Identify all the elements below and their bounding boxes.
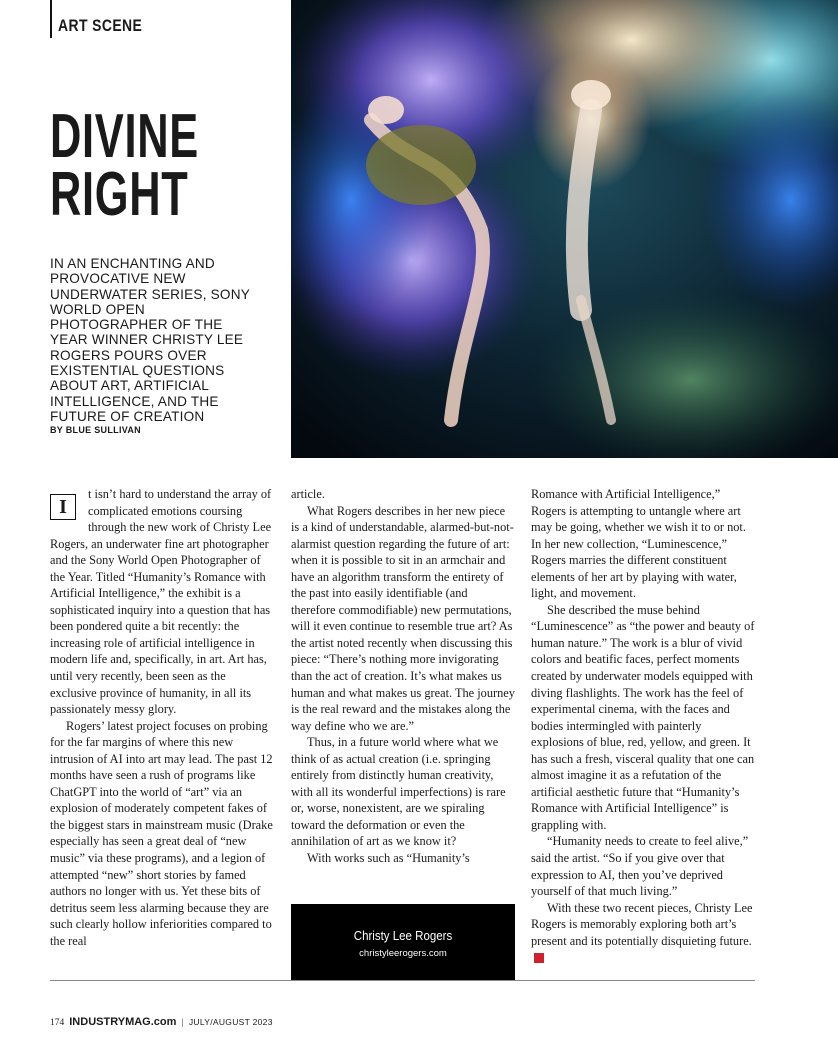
section-rule <box>50 0 52 38</box>
body-paragraph: Romance with Artificial Intelligence,” Rogers is attempting to untangle where art may be going, whether we wish it to or not. In her new collection, “Luminescence,” Rogers marries the different constituent elements of her art by playing with water, light, and movement. <box>531 487 746 601</box>
page-number: 174 <box>50 1018 65 1028</box>
footer <box>50 1016 273 1028</box>
body-paragraph: “Humanity needs to create to feel alive,” said the artist. “So if you give over that expression to AI, then you’ve deprived yourself of that much living.” <box>531 834 749 899</box>
credit-url[interactable]: christyleerogers.com <box>359 948 447 959</box>
body-paragraph: Thus, in a future world where what we think of as actual creation (i.e. springing entirely from distinctly human creativity, with all its wonderful imperfections) is rare or, worse, nonexistent, are we spiraling toward the deformation or even the annihilation of art as we know it? <box>291 735 506 849</box>
body-column-3 <box>531 486 755 966</box>
body-paragraph: article. <box>291 487 325 501</box>
credit-name: Christy Lee Rogers <box>353 929 453 943</box>
body-paragraph: t isn’t hard to understand the array of complicated emotions coursing through the new work of Christy Lee Rogers, an underwater fine art photographer and the Sony World Open Photographer of the Year. Titled “Humanity’s Romance with Artificial Intelligence,” the exhibit is a sophisticated inquiry into a question that has been pondered quite a bit recently: the increasing role of artificial intelligence in modern life and, specifically, in art. Art has, until very recently, been seen as the exclusive province of humanity, in all its passionately messy glory. <box>50 487 272 717</box>
body-paragraph-text: With these two recent pieces, Christy Lee Rogers is memorably exploring both art’s present and its potentially disquieting future. <box>531 900 753 948</box>
end-mark-icon: I <box>534 953 544 963</box>
issue-date: JULY/AUGUST 2023 <box>188 1017 273 1027</box>
footer-brand[interactable]: INDUSTRYMAG.com <box>69 1016 177 1028</box>
body-paragraph: Rogers’ latest project focuses on probing for the far margins of where this new intrusion of AI into art may lead. The past 12 months have seen a rush of programs like ChatGPT into the world of “art” via an explosion of moderately competent fakes of the biggest stars in mainstream music (Drake especially has seen a great deal of “new music” via these programs), and a legion of attempted “new” short stories by famed authors no longer with us. Yet these bits of detritus seem less alarming because they are such clearly hollow inferiorities compared to the real <box>50 718 273 948</box>
body-column-1 <box>50 486 274 949</box>
body-column-2 <box>291 486 515 867</box>
body-paragraph: With works such as “Humanity’s <box>307 851 470 866</box>
photo-credit-box <box>291 904 515 980</box>
headline <box>50 102 199 229</box>
dek: IN AN ENCHANTING AND PROVOCATIVE NEW UNDERWATER SERIES, SONY WORLD OPEN PHOTOGRAPHER OF THE YEAR WINNER CHRISTY LEE ROGERS POURS OVER EXISTENTIAL QUESTIONS ABOUT ART, ARTIFICIAL INTELLIGENCE, AND THE FUTURE OF CREATION <box>50 256 250 424</box>
body-paragraph-last <box>531 900 755 966</box>
footer-separator: | <box>181 1017 184 1028</box>
hero-photo <box>291 0 838 458</box>
section-label: ART SCENE <box>58 16 143 35</box>
drop-cap: I <box>50 494 76 520</box>
underwater-photo-art <box>291 0 838 458</box>
headline-line-2: RIGHT <box>50 160 189 229</box>
headline-line-1: DIVINE <box>50 102 199 171</box>
byline: BY BLUE SULLIVAN <box>50 425 141 435</box>
body-paragraph: What Rogers describes in her new piece is a kind of understandable, alarmed-but-not-alarmist question regarding the future of art: when it is possible to sit in an armchair and have an algorithm transform the entirety of the past into easily identifiable (and therefore commodifiable) new permutations, will it even continue to resemble true art? As the artist noted recently when discussing this piece: “There’s nothing more invigorating than the act of creation. It’s what makes us human and what makes us great. The journey is the real reward and the mistakes along the way define who we are.” <box>291 503 515 733</box>
body-paragraph: She described the muse behind “Luminescence” as “the power and beauty of human nature.” The work is a blur of vivid colors and beatific faces, perfect moments created by underwater models equipped with diving flashlights. The work has the feel of experimental cinema, with the faces and bodies intermingled with painterly explosions of blue, red, yellow, and green. It has such a fresh, visceral quality that one can almost imagine it as a refutation of the artificial aesthetic future that “Humanity’s Romance with Artificial Intelligence” is grappling with. <box>531 602 755 832</box>
footer-rule <box>50 980 755 981</box>
